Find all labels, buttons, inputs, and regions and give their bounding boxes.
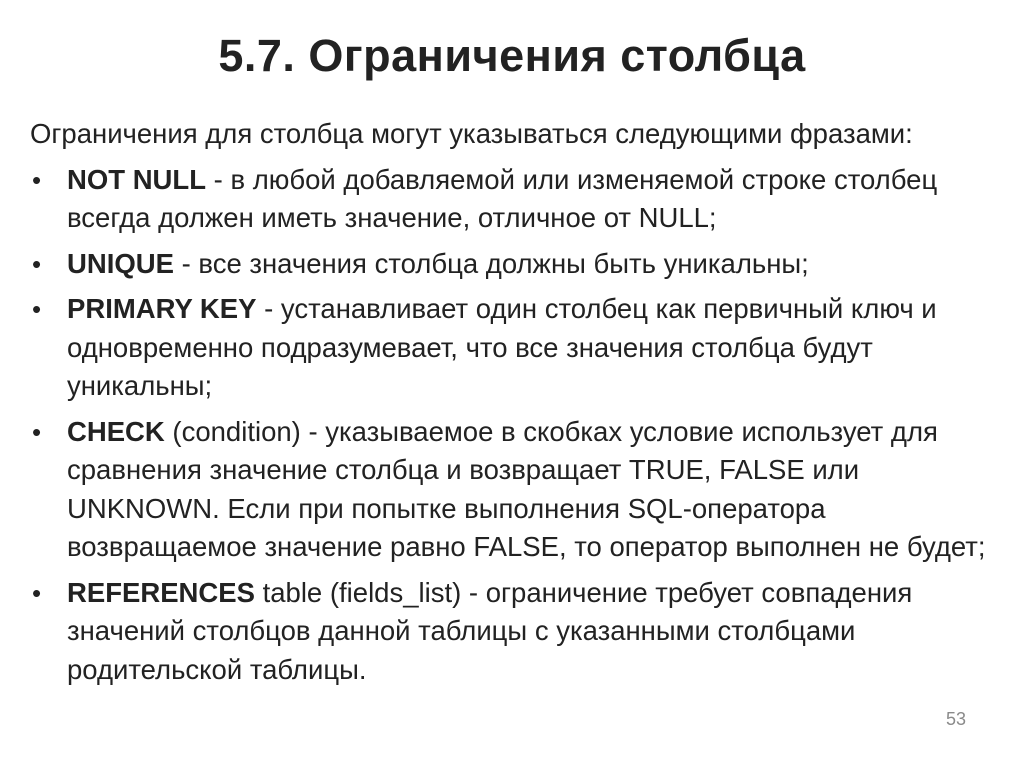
list-item-unique <box>30 245 1005 284</box>
list-item-not-null <box>30 161 1005 238</box>
page-number: 53 <box>945 709 966 729</box>
list-item-primary-key <box>30 290 1005 406</box>
bullet-icon: • <box>32 164 42 195</box>
bullet-icon: • <box>32 294 42 324</box>
bullet-icon: • <box>32 577 42 608</box>
slide-title: 5.7. Ограничения столбца <box>218 30 806 81</box>
list-item-check <box>30 413 1005 567</box>
bullet-icon: • <box>32 416 42 447</box>
slide-content <box>30 115 1005 696</box>
term-references: REFERENCES <box>67 576 255 608</box>
desc-not-null: - в любой добавляемой или изменяемой строке столбец всегда должен иметь значение, отличное от NULL; <box>67 163 938 233</box>
intro-text: Ограничения для столбца могут указываться следующими фразами: <box>30 118 913 149</box>
constraint-list <box>30 161 1005 690</box>
term-unique: UNIQUE <box>67 247 174 279</box>
desc-references: table (fields_list) - ограничение требует совпадения значений столбцов данной таблицы с указанными столбцами родительской таблицы. <box>67 576 913 685</box>
bullet-icon: • <box>32 248 42 279</box>
term-check: CHECK <box>67 415 165 447</box>
desc-check: (condition) - указываемое в скобках условие использует для сравнения значение столбца и возвращает TRUE, FALSE или UNKNOWN. Если при попытке выполнения SQL-оператора возвращаемое значение равно FALSE, то оператор выполнен не будет; <box>67 415 986 562</box>
term-primary-key: PRIMARY KEY <box>67 293 257 324</box>
term-not-null: NOT NULL <box>67 163 207 195</box>
desc-primary-key: - устанавливает один столбец как первичный ключ и одновременно подразумевает, что все значения столбца будут уникальны; <box>67 293 937 401</box>
list-item-references <box>30 574 1005 690</box>
desc-unique: - все значения столбца должны быть уникальны; <box>173 247 809 279</box>
